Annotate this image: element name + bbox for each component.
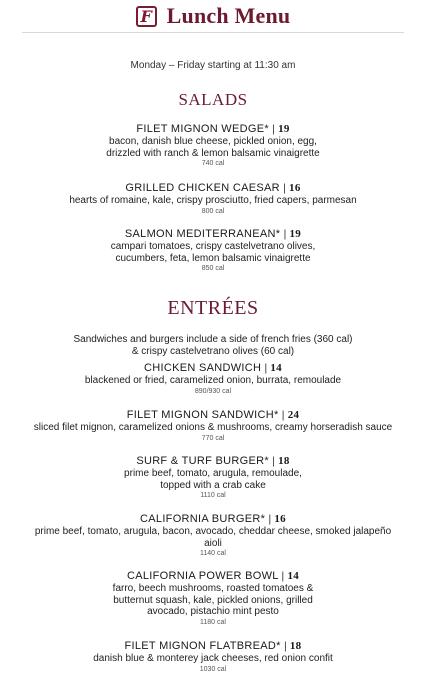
item-name: FILET MIGNON SANDWICH*	[126, 409, 279, 421]
menu-item-filet-mignon-wedge	[0, 123, 426, 168]
item-description: sliced filet mignon, caramelized onions & mushrooms, creamy horseradish sauce	[33, 422, 393, 433]
item-name: CHICKEN SANDWICH	[144, 362, 262, 374]
item-price: | 18	[284, 640, 302, 652]
service-hours: Monday – Friday starting at 11:30 am	[130, 60, 296, 71]
item-description: blackened or fried, caramelized onion, burrata, remoulade	[84, 375, 342, 386]
item-description: hearts of romaine, kale, crispy prosciutto, fried capers, parmesan	[69, 195, 357, 206]
item-calories: 770 cal	[201, 434, 225, 442]
item-price: | 16	[283, 182, 301, 194]
item-name: FILET MIGNON WEDGE*	[136, 123, 269, 135]
item-description: drizzled with ranch & lemon balsamic vinaigrette	[106, 147, 320, 159]
item-description: farro, beech mushrooms, roasted tomatoes &	[112, 583, 314, 594]
item-calories: 740 cal	[201, 160, 225, 167]
entrees-side-note	[0, 334, 426, 358]
header-divider	[22, 32, 404, 33]
item-description: cucumbers, feta, lemon balsamic vinaigrette	[115, 252, 311, 264]
item-price: | 19	[272, 123, 290, 135]
item-calories: 1030 cal	[199, 665, 227, 673]
item-calories: 1140 cal	[200, 550, 226, 557]
menu-item-filet-mignon-flatbread	[0, 640, 426, 674]
item-name: GRILLED CHICKEN CAESAR	[125, 182, 280, 194]
menu-item-california-power-bowl	[0, 570, 426, 627]
menu-item-grilled-chicken-caesar	[0, 182, 426, 216]
item-description: campari tomatoes, crispy castelvetrano olives,	[110, 241, 316, 252]
menu-item-chicken-sandwich	[0, 362, 426, 396]
item-calories: 1110 cal	[200, 492, 226, 499]
item-description: avocado, pistachio mint pesto	[147, 606, 279, 617]
menu-item-california-burger	[0, 513, 426, 558]
note-line: & crispy castelvetrano olives (60 cal)	[131, 346, 295, 357]
item-description: prime beef, tomato, arugula, remoulade,	[124, 468, 302, 479]
item-name: CALIFORNIA BURGER*	[140, 513, 266, 525]
menu-title: Lunch Menu	[166, 3, 291, 28]
item-price: | 18	[272, 455, 290, 467]
item-description: butternut squash, kale, pickled onions, grilled	[113, 594, 313, 606]
item-description: danish blue & monterey jack cheeses, red onion confit	[93, 653, 333, 664]
restaurant-logo: F	[136, 6, 157, 27]
item-description: topped with a crab cake	[160, 479, 266, 491]
item-price: | 16	[268, 513, 286, 525]
item-name: SURF & TURF BURGER*	[136, 455, 269, 467]
item-calories: 890/930 cal	[194, 387, 232, 395]
menu-item-surf-turf-burger	[0, 455, 426, 500]
item-price: | 19	[283, 228, 302, 240]
menu-item-salmon-mediterranean	[0, 228, 426, 273]
item-description: bacon, danish blue cheese, pickled onion, egg,	[109, 136, 317, 147]
item-price: | 14	[264, 362, 282, 374]
item-calories: 850 cal	[201, 265, 225, 272]
item-name: SALMON MEDITERRANEAN*	[124, 228, 281, 240]
note-line: Sandwiches and burgers include a side of french fries (360 cal)	[73, 334, 353, 345]
menu-header	[0, 3, 426, 29]
menu-item-filet-mignon-sandwich	[0, 409, 426, 443]
section-heading-entrees: ENTRÉES	[167, 297, 259, 319]
item-name: CALIFORNIA POWER BOWL	[126, 570, 279, 582]
section-heading-salads: SALADS	[178, 90, 248, 109]
item-price: | 24	[281, 409, 300, 421]
item-description: prime beef, tomato, arugula, bacon, avocado, cheddar cheese, smoked jalapeño	[34, 526, 392, 537]
item-calories: 800 cal	[201, 207, 225, 215]
item-name: FILET MIGNON FLATBREAD*	[124, 640, 281, 652]
item-description: aioli	[204, 537, 222, 549]
item-price: | 14	[281, 570, 300, 582]
item-calories: 1180 cal	[200, 618, 226, 626]
